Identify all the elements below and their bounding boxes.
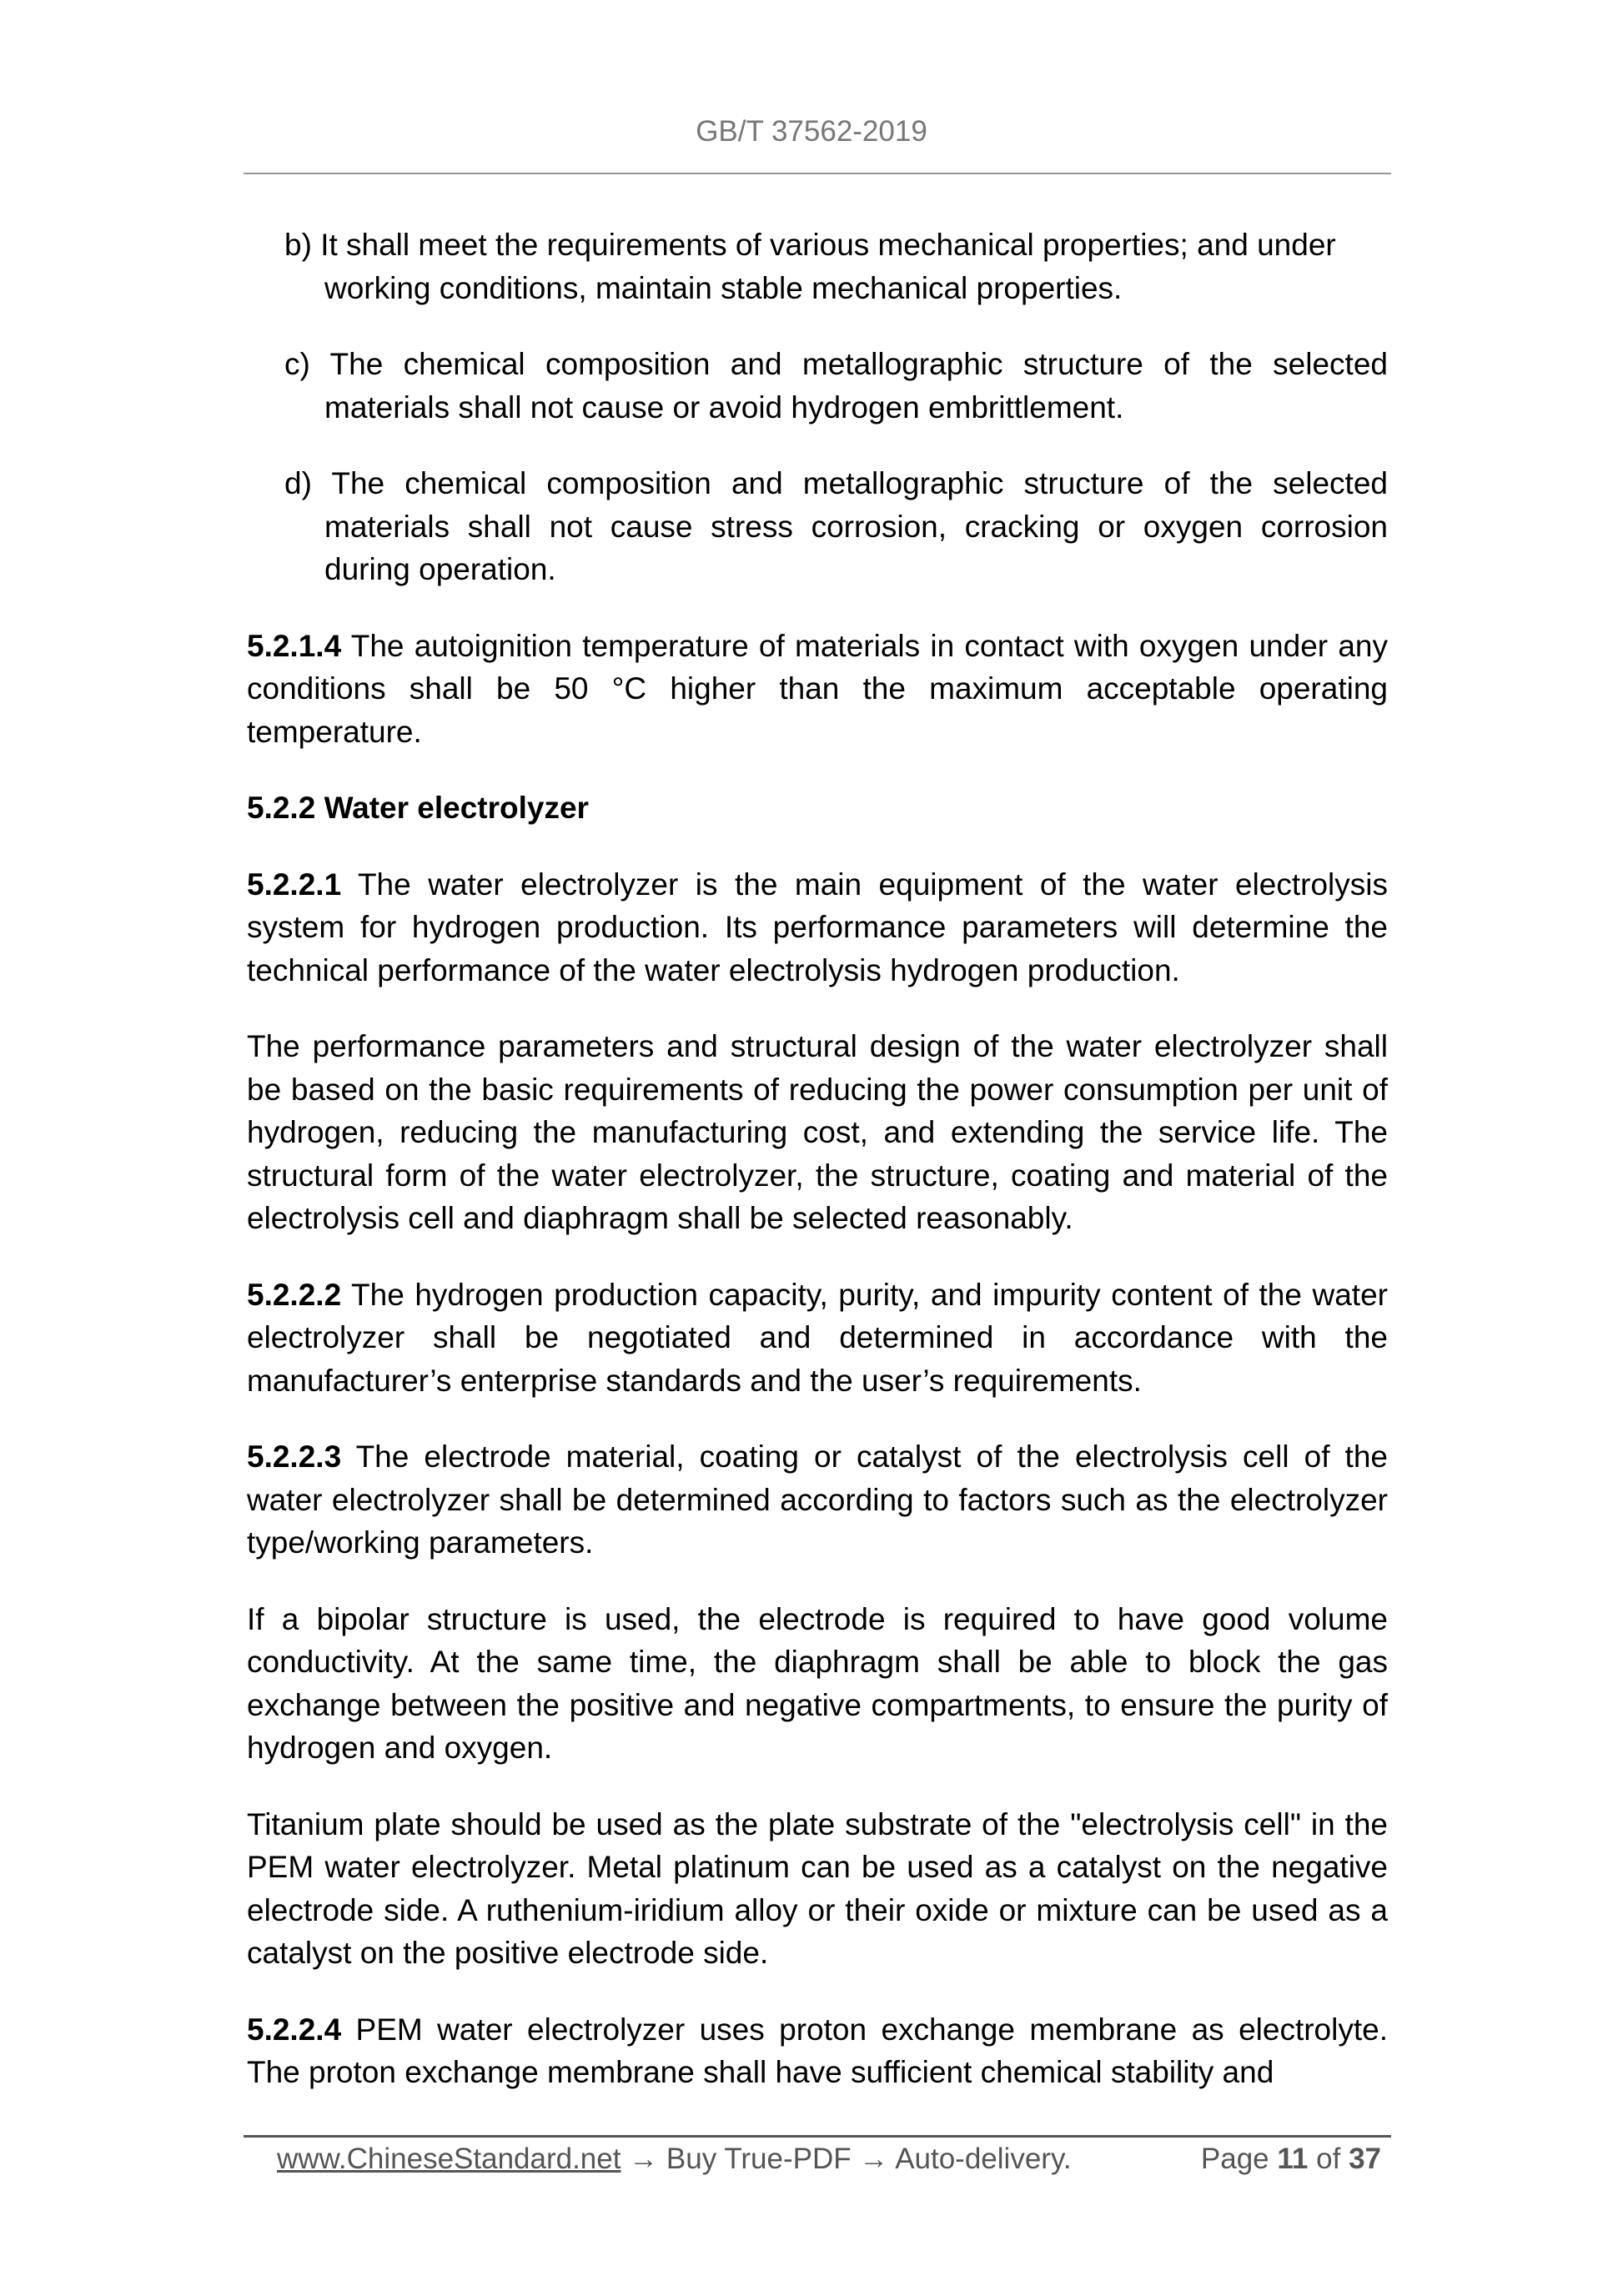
clause-text: The hydrogen production capacity, purity, and impurity content of the water electrolyzer shall be negotiated and determined in accordance with the manufacturer’s enterprise standards and the user’s requirements. <box>247 1277 1388 1398</box>
clause-5-2-2-3 <box>247 1435 1388 1565</box>
of-label: of <box>1316 2143 1341 2175</box>
paragraph: Titanium plate should be used as the plate substrate of the "electrolysis cell" in the PEM water electrolyzer. Metal platinum can be used as a catalyst on the negative electrode side. A ruthenium-iridium alloy or their oxide or mixture can be used as a catalyst on the positive electrode side. <box>247 1806 1388 1970</box>
item-label: d) <box>284 466 312 500</box>
clause-number: 5.2.2.1 <box>247 867 342 902</box>
page-total: 37 <box>1349 2143 1381 2175</box>
list-item-b <box>247 224 1388 309</box>
page-label: Page <box>1200 2143 1269 2175</box>
item-text: The chemical composition and metallographic structure of the selected materials shall not cause or avoid hydrogen embrittlement. <box>324 347 1388 425</box>
website-link[interactable]: www.ChineseStandard.net <box>277 2143 621 2175</box>
page-indicator <box>1201 2138 1381 2180</box>
document-header: GB/T 37562-2019 <box>696 115 927 148</box>
arrow-icon: → <box>621 2143 666 2175</box>
clause-number: 5.2.1.4 <box>247 628 342 663</box>
item-text: The chemical composition and metallographic structure of the selected materials shall not cause stress corrosion, cracking or oxygen corrosion during operation. <box>324 466 1388 586</box>
page-footer <box>277 2138 1381 2180</box>
clause-text: PEM water electrolyzer uses proton exchange membrane as electrolyte. The proton exchange membrane shall have sufficient chemical stability and <box>247 2012 1388 2089</box>
clause-5-2-2-4 <box>247 2008 1388 2094</box>
header-divider <box>244 173 1391 174</box>
clause-text: The autoignition temperature of materials in contact with oxygen under any conditions shall be 50 °C higher than the maximum acceptable operating temperature. <box>247 628 1388 749</box>
clause-5-2-2-1 <box>247 863 1388 992</box>
item-text: It shall meet the requirements of various mechanical properties; and under working conditions, maintain stable mechanical properties. <box>320 228 1336 305</box>
section-heading <box>247 786 1388 830</box>
item-label: c) <box>284 347 310 381</box>
footer-promo <box>277 2138 1072 2180</box>
clause-number: 5.2.2.4 <box>247 2012 342 2047</box>
list-item-d <box>247 462 1388 591</box>
item-label: b) <box>284 228 312 262</box>
buy-text: Buy True-PDF <box>666 2143 852 2175</box>
footer-divider <box>244 2135 1391 2138</box>
clause-5-2-2-2 <box>247 1274 1388 1403</box>
document-body <box>247 224 1388 2128</box>
clause-5-2-1-4 <box>247 625 1388 754</box>
arrow-icon: → <box>851 2143 896 2175</box>
clause-text: The electrode material, coating or catalyst of the electrolysis cell of the water electrolyzer shall be determined according to factors such as the electrolyzer type/working parameters. <box>247 1439 1388 1560</box>
clause-number: 5.2.2.2 <box>247 1277 342 1312</box>
clause-text: The water electrolyzer is the main equipment of the water electrolysis system for hydrogen production. Its performance parameters will determine the technical performance of the water electrolysis hydrogen production. <box>247 867 1388 987</box>
list-item-c <box>247 343 1388 429</box>
heading-text: 5.2.2 Water electrolyzer <box>247 791 589 825</box>
delivery-text: Auto-delivery. <box>895 2143 1072 2175</box>
paragraph: The performance parameters and structural design of the water electrolyzer shall be based on the basic requirements of reducing the power consumption per unit of hydrogen, reducing the manufacturing cost, and extending the service life. The structural form of the water electrolyzer, the structure, coating and material of the electrolysis cell and diaphragm shall be selected reasonably. <box>247 1029 1388 1235</box>
clause-number: 5.2.2.3 <box>247 1439 342 1474</box>
paragraph: If a bipolar structure is used, the electrode is required to have good volume conductivity. At the same time, the diaphragm shall be able to block the gas exchange between the positive and negative compartments, to ensure the purity of hydrogen and oxygen. <box>247 1601 1388 1765</box>
page-number: 11 <box>1277 2143 1309 2175</box>
